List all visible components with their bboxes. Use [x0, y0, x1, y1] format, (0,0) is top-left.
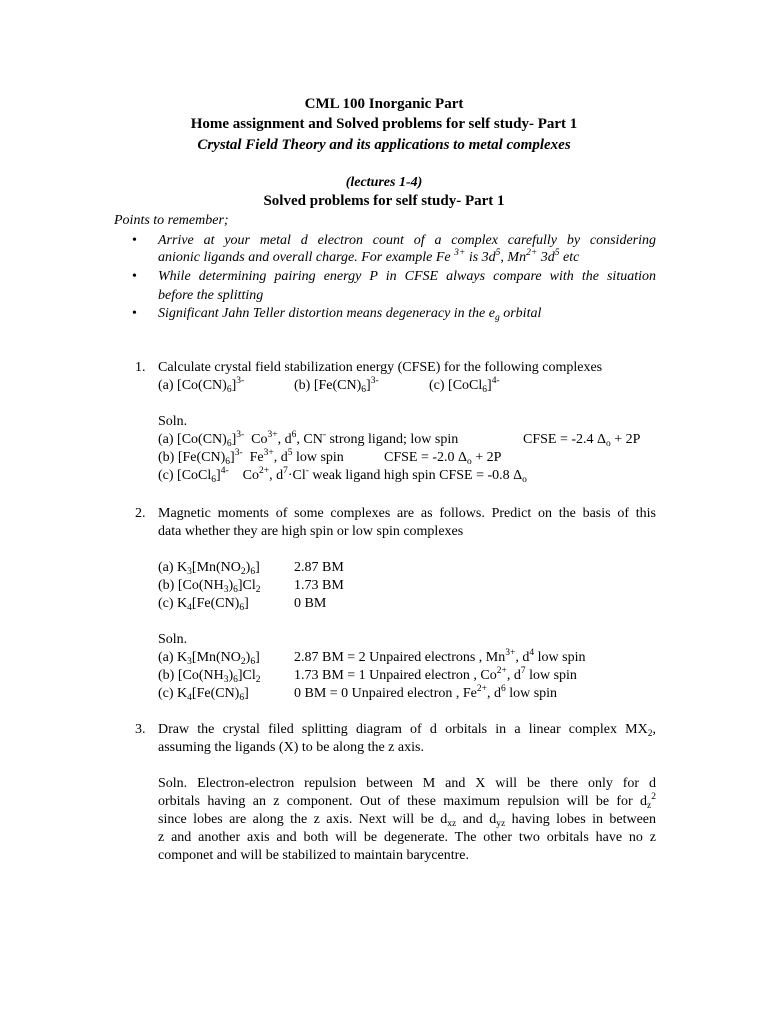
q1-soln-b: (b) $[Fe(CN)_6]^{3-}$ $Fe^{3+}$, $d^5$ low spin: [158, 448, 344, 467]
points-heading: Points to remember;: [114, 213, 229, 228]
q2-soln-a-complex: (a) $K_3[Mn(NO_2)_6]$: [158, 650, 260, 667]
q2-complex-a: (a) $K_3[Mn(NO_2)_6]$: [158, 560, 260, 577]
bullet-3-line: Significant Jahn Teller distortion means degeneracy in the $e_g$ orbital: [158, 306, 542, 323]
q3-soln-line-3: since lobes are along the z axis. Next will be $d_{xz}$ and $d_{yz}$ having lobes in between: [158, 812, 657, 829]
q2-soln-c-complex: (c) $K_4[Fe(CN)_6]$: [158, 686, 249, 703]
q1-soln-a-cfse: CFSE = -2.4 $\Delta_o + 2P$: [523, 432, 641, 449]
bullet-2-line-2: before the splitting: [158, 288, 264, 303]
bullet-1-line-2: anionic ligands and overall charge. For example Fe $^{3+}$ is $3d^5$, $Mn^{2+}$ $3d^5$ etc: [158, 248, 580, 265]
q2-soln-label: Soln.: [158, 632, 188, 647]
q1-complex-c: (c) [CoCl$_6$]$^{4-}$: [429, 376, 500, 395]
q3-text-line-2: assuming the ligands (X) to be along the z axis.: [158, 740, 424, 755]
q1-text: Calculate crystal field stabilization energy (CFSE) for the following complexes: [158, 360, 603, 375]
lectures-label: (lectures 1-4): [345, 175, 423, 190]
q1-complex-a: (a) $[Co(CN)_6]^{3-}$: [158, 376, 245, 395]
q1-soln-a: (a) $[Co(CN)_6]^{3-}$ $Co^{3+}$, $d^6$, CN- strong ligand; low spin: [158, 430, 459, 449]
bullet-1-dot: •: [132, 233, 137, 248]
bullet-2-line-1: While determining pairing energy P in CFSE always compare with the situation: [158, 269, 656, 284]
q2-soln-b-text: 1.73 BM = 1 Unpaired electron , $Co^{2+}$, $d^7$ low spin: [294, 666, 577, 683]
q3-soln-line-1: Soln. Electron-electron repulsion between M and X will be there only for d: [158, 776, 656, 791]
q2-value-a: 2.87 BM: [294, 560, 344, 575]
q2-value-b: 1.73 BM: [294, 578, 344, 593]
topic-title: Crystal Field Theory and its applications to metal complexes: [197, 137, 571, 153]
q3-number: 3.: [135, 722, 146, 737]
q2-complex-c: (c) $K_4[Fe(CN)_6]$: [158, 596, 249, 613]
q2-complex-b: (b) $[Co(NH_3)_6]Cl_2$: [158, 578, 261, 595]
bullet-1-line-1: Arrive at your metal d electron count of a complex carefully by considering: [158, 233, 656, 248]
q1-number: 1.: [135, 360, 146, 375]
q1-soln-label: Soln.: [158, 414, 188, 429]
bullet-2-dot: •: [132, 269, 137, 284]
q2-soln-a-text: 2.87 BM = 2 Unpaired electrons , $Mn^{3+}$, $d^4$ low spin: [294, 648, 586, 665]
assignment-title: Home assignment and Solved problems for self study- Part 1: [190, 116, 578, 132]
q1-soln-c: (c) [CoCl$_6$]$^{4-}$ $Co^{2+}$, $d^7\cdot Cl^-$ weak ligand high spin CFSE = -0.8 $\Delta_o$: [158, 466, 527, 485]
q3-soln-line-4: z and another axis and both will be degenerate. The other two orbitals have no z: [158, 830, 656, 845]
q3-soln-line-2: orbitals having an z component. Out of these maximum repulsion will be for $d_z^2$: [158, 792, 656, 811]
q2-soln-c-text: 0 BM = 0 Unpaired electron , $Fe^{2+}$, $d^6$ low spin: [294, 684, 558, 701]
q2-text-line-1: Magnetic moments of some complexes are as follows. Predict on the basis of this: [158, 506, 656, 521]
q2-text-line-2: data whether they are high spin or low spin complexes: [158, 524, 464, 539]
q3-soln-line-5: componet and will be stabilized to maintain barycentre.: [158, 848, 470, 863]
course-title: CML 100 Inorganic Part: [304, 96, 464, 112]
q2-value-c: 0 BM: [294, 596, 327, 611]
q2-number: 2.: [135, 506, 146, 521]
q1-soln-b-cfse: CFSE = -2.0 $\Delta_o + 2P$: [384, 450, 502, 467]
q1-complex-b: (b) $[Fe(CN)_6]^{3-}$: [294, 376, 379, 395]
q3-text-line-1: Draw the crystal filed splitting diagram of d orbitals in a linear complex $MX_2$,: [158, 722, 656, 739]
section-title: Solved problems for self study- Part 1: [263, 193, 505, 209]
bullet-3-dot: •: [132, 306, 137, 321]
q2-soln-b-complex: (b) $[Co(NH_3)_6]Cl_2$: [158, 668, 261, 685]
